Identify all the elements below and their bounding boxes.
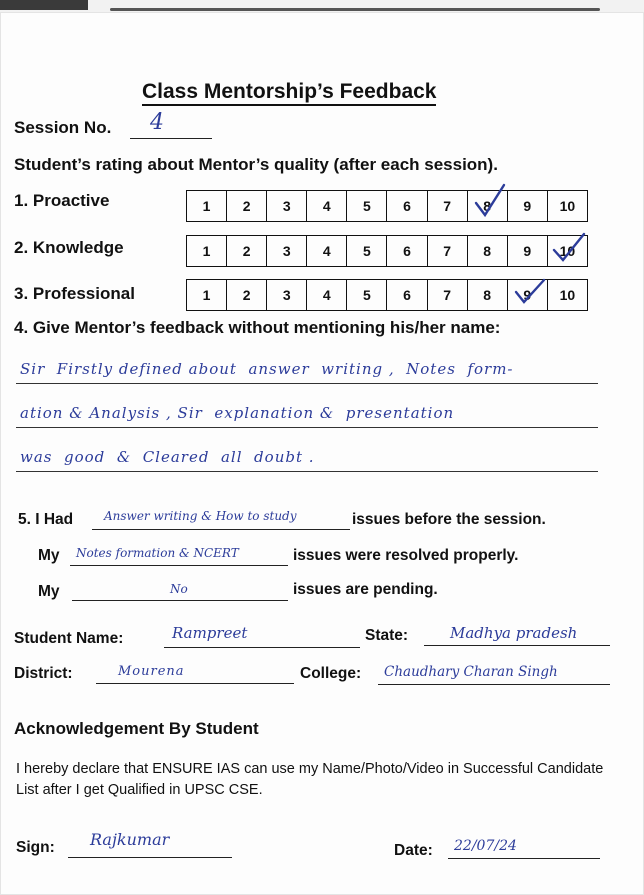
rating-cell[interactable]: 7 — [428, 280, 468, 310]
session-value: 4 — [150, 110, 164, 135]
issues-pending-underline — [72, 600, 288, 601]
college-value: Chaudhary Charan Singh — [384, 664, 558, 680]
feedback-line-1: Sir Firstly defined about answer writing , Notes form- — [20, 360, 514, 378]
feedback-line-2: ation & Analysis , Sir explanation & presentation — [20, 404, 455, 422]
district-underline — [96, 683, 294, 684]
acknowledgement-text: I hereby declare that ENSURE IAS can use my Name/Photo/Video in Successful Candidate List after I get Qualified in UPSC CSE. — [16, 761, 604, 798]
session-underline — [130, 138, 212, 139]
state-underline — [424, 645, 610, 646]
rating-cell[interactable]: 1 — [187, 191, 227, 221]
rating-cell[interactable]: 9 — [508, 191, 548, 221]
session-label: Session No. — [14, 118, 112, 137]
rating-cell[interactable]: 1 — [187, 280, 227, 310]
rating-cell[interactable]: 8 — [468, 280, 508, 310]
rating-cell-selected[interactable]: 9 — [508, 280, 548, 310]
sign-label: Sign: — [16, 839, 55, 856]
sign-underline — [68, 857, 232, 858]
scan-top-strip — [0, 0, 644, 12]
feedback-line-3: was good & Cleared all doubt . — [20, 448, 315, 466]
issues-resolved-underline — [70, 565, 288, 566]
feedback-rule-1 — [16, 383, 598, 384]
rating-cell[interactable]: 5 — [347, 236, 387, 266]
state-value: Madhya pradesh — [450, 624, 578, 642]
issues-had-underline — [92, 529, 350, 530]
college-label: College: — [300, 665, 362, 682]
date-label: Date: — [394, 842, 433, 859]
rating-cell[interactable]: 8 — [468, 236, 508, 266]
rating-cell[interactable]: 4 — [307, 280, 347, 310]
rating-cell[interactable]: 6 — [387, 236, 427, 266]
rating-cell[interactable]: 5 — [347, 280, 387, 310]
issues-pending-suffix: issues are pending. — [293, 581, 438, 598]
student-name-label: Student Name: — [14, 630, 124, 647]
district-label: District: — [14, 665, 73, 682]
rating-cell[interactable]: 6 — [387, 191, 427, 221]
issues-had-suffix: issues before the session. — [352, 511, 546, 528]
scan-line — [110, 8, 600, 11]
rating-cell[interactable]: 2 — [227, 236, 267, 266]
date-underline — [448, 858, 600, 859]
scan-edge — [0, 0, 88, 10]
rating-header: Student’s rating about Mentor’s quality (after each session). — [14, 155, 498, 174]
rating-cell[interactable]: 4 — [307, 236, 347, 266]
rating-scale-knowledge — [186, 235, 588, 267]
issues-had-value: Answer writing & How to study — [104, 509, 297, 523]
college-underline — [378, 684, 610, 685]
rating-cell[interactable]: 3 — [267, 191, 307, 221]
form-title: Class Mentorship’s Feedback — [142, 80, 436, 106]
rating-cell[interactable]: 7 — [428, 191, 468, 221]
student-name-value: Rampreet — [172, 624, 248, 642]
rating-cell[interactable]: 4 — [307, 191, 347, 221]
rating-scale-professional — [186, 279, 588, 311]
feedback-label: 4. Give Mentor’s feedback without mentioning his/her name: — [14, 318, 501, 337]
rating-cell[interactable]: 3 — [267, 236, 307, 266]
issues-had-label: 5. I Had — [18, 511, 74, 528]
acknowledgement-heading: Acknowledgement By Student — [14, 719, 259, 738]
rating-cell[interactable]: 5 — [347, 191, 387, 221]
rating-cell-selected[interactable]: 8 — [468, 191, 508, 221]
rating-cell[interactable]: 2 — [227, 191, 267, 221]
feedback-rule-3 — [16, 471, 598, 472]
district-value: Mourena — [118, 664, 185, 679]
rating-cell[interactable]: 9 — [508, 236, 548, 266]
rating-cell-selected[interactable]: 10 — [548, 236, 587, 266]
rating-cell[interactable]: 10 — [559, 287, 576, 303]
rating-cell[interactable]: 2 — [227, 280, 267, 310]
rating-scale-proactive — [186, 190, 588, 222]
issues-resolved-suffix: issues were resolved properly. — [293, 547, 519, 564]
rating-cell[interactable]: 10 — [559, 198, 576, 214]
issues-resolved-value: Notes formation & NCERT — [76, 546, 239, 560]
criterion-knowledge-label: 2. Knowledge — [14, 238, 124, 257]
student-name-underline — [164, 647, 360, 648]
issues-resolved-label: My — [38, 547, 60, 564]
rating-cell[interactable]: 3 — [267, 280, 307, 310]
rating-cell[interactable]: 6 — [387, 280, 427, 310]
issues-pending-value: No — [170, 582, 188, 596]
date-value: 22/07/24 — [454, 838, 517, 854]
rating-cell[interactable]: 7 — [428, 236, 468, 266]
signature: Rajkumar — [90, 830, 170, 849]
state-label: State: — [365, 627, 409, 644]
feedback-rule-2 — [16, 427, 598, 428]
rating-cell[interactable]: 1 — [187, 236, 227, 266]
criterion-professional-label: 3. Professional — [14, 284, 135, 303]
criterion-proactive-label: 1. Proactive — [14, 191, 110, 210]
issues-pending-label: My — [38, 583, 60, 600]
